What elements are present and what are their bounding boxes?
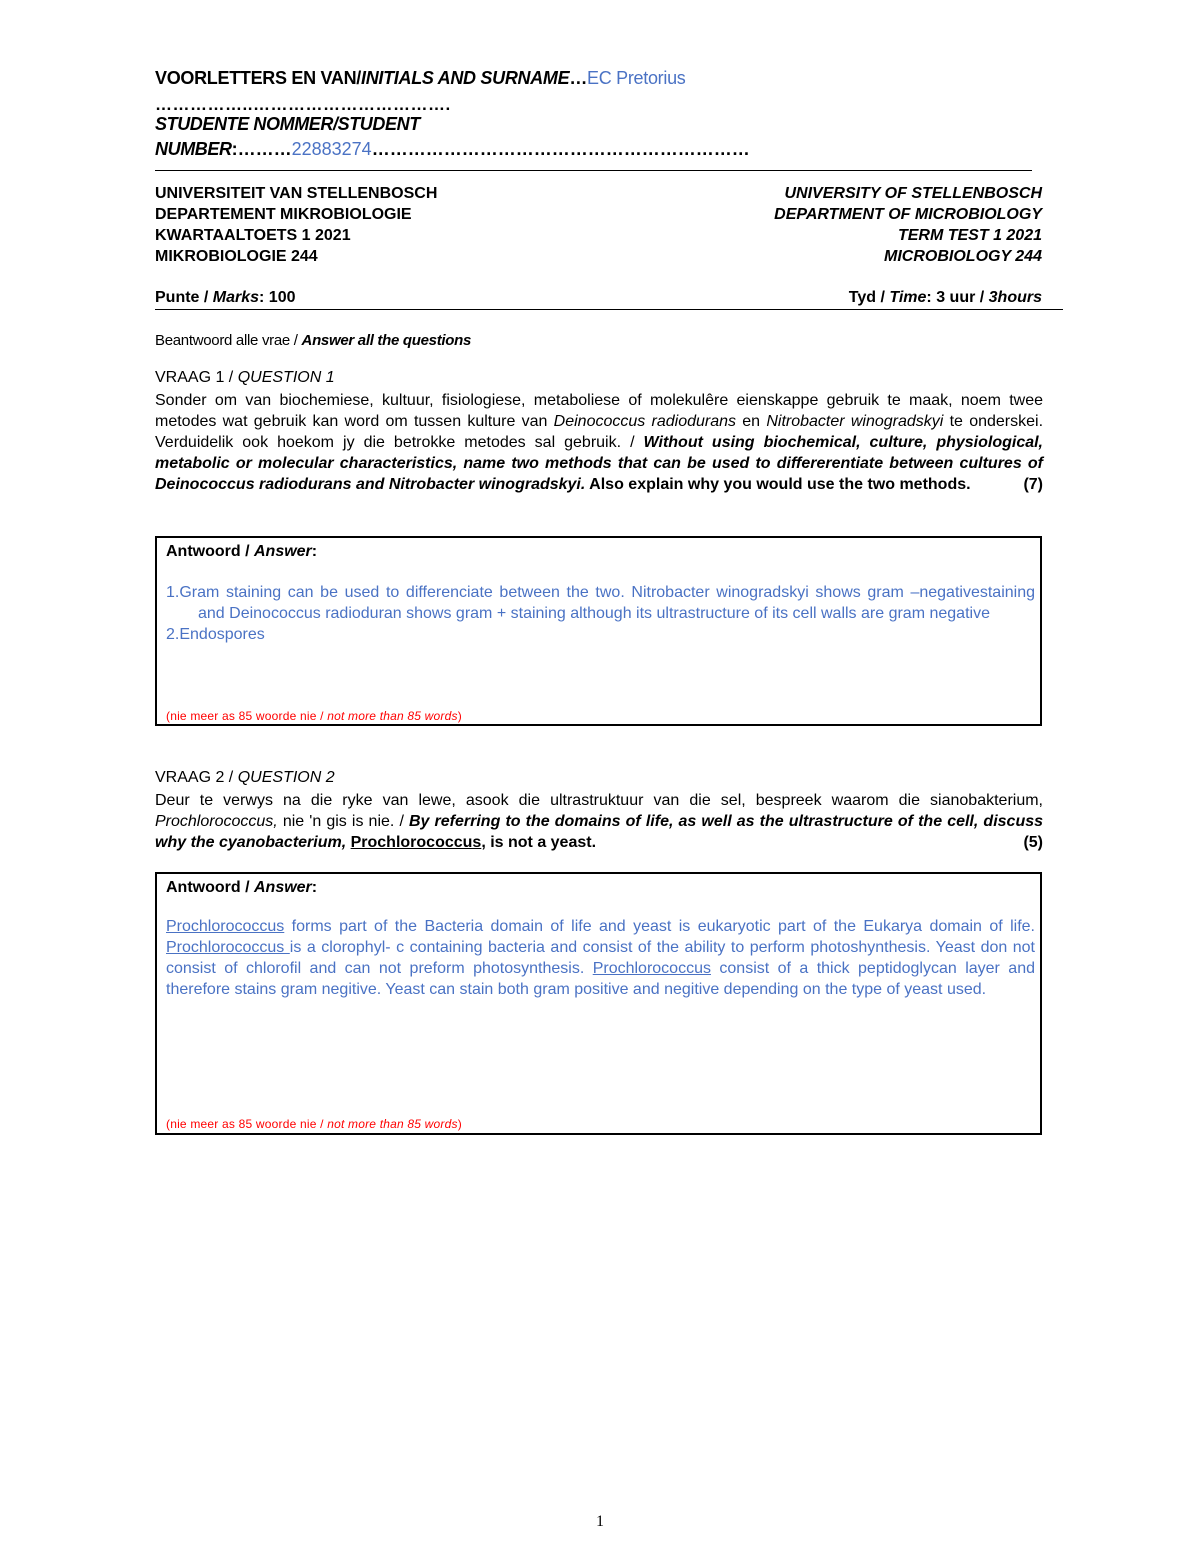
answer-2-part: Prochlorococcus [166, 939, 290, 956]
note-af: (nie meer as 85 woorde nie / [166, 1117, 328, 1131]
student-label-en: STUDENT [337, 114, 420, 134]
name-value[interactable]: EC Pretorius [587, 68, 686, 88]
q2-text-english: , is not a yeast. [481, 834, 597, 851]
answer-box-1[interactable] [155, 536, 1042, 726]
module-left: MIKROBIOLOGIE 244 [155, 248, 318, 265]
q1-text-part: en [736, 413, 767, 430]
department-left: DEPARTEMENT MIKROBIOLOGIE [155, 206, 412, 223]
marks-time-row [155, 289, 1063, 310]
student-number-line [155, 139, 750, 160]
note-en: not more than 85 words [327, 709, 458, 723]
q2-title-en: QUESTION 2 [237, 769, 335, 786]
q1-text-english: Without using biochemical, culture, physiological, metabolic or molecular characteristics, name two methods that can be used to differerentiate between cultures of Deinococcus radiodurans and Nitrobacter winogradskyi. [155, 434, 1044, 493]
instruction [155, 332, 471, 349]
question-1-text [155, 390, 1043, 495]
answer-1-text[interactable] [166, 582, 1035, 645]
q2-marks: (5) [1023, 834, 1043, 851]
answer-label-af: Antwoord / [166, 879, 254, 896]
dotted-line: ……………..……………………………. [155, 95, 451, 114]
student-dots-post: ……………………………………………………… [371, 139, 750, 159]
answer-label-en: Answer [253, 879, 312, 896]
student-dots-pre: :……… [231, 139, 292, 159]
time-value-en: 3hours [988, 289, 1042, 306]
marks-label [155, 289, 296, 307]
note-close: ) [457, 1117, 462, 1131]
answer-label-colon: : [311, 543, 318, 560]
student-label-number: NUMBER [155, 139, 232, 159]
q2-title-af: VRAAG 2 / [155, 769, 238, 786]
institution-left: UNIVERSITEIT VAN STELLENBOSCH [155, 185, 438, 202]
name-label-af: VOORLETTERS EN VAN/ [155, 68, 361, 88]
answer-2-part: Prochlorococcus [592, 960, 711, 977]
time-value: : 3 uur / [926, 289, 989, 306]
q2-text-part: Prochlorococcus, [155, 813, 278, 830]
test-right: TERM TEST 1 2021 [897, 227, 1042, 244]
answer-label-colon: : [311, 879, 318, 896]
name-dots: … [569, 68, 588, 88]
student-number-value[interactable]: 22883274 [291, 139, 372, 159]
q1-text-english: Also explain why you would use the two methods. [585, 476, 971, 493]
institution-right: UNIVERSITY OF STELLENBOSCH [784, 185, 1042, 202]
q1-text-part: Sonder om van biochemiese, kultuur, fisiologiese, metaboliese of molekulêre eienskappe gebruik te maak, noem twee metodes wat gebruik kan word om tussen kulture van [155, 392, 1043, 430]
marks-value: : 100 [259, 289, 296, 306]
answer-1-item: 2.Endospores [166, 626, 265, 643]
module-right: MICROBIOLOGY 244 [884, 248, 1042, 265]
q1-text-part: Deinococcus radiodurans [553, 413, 737, 430]
time-en: Time [889, 289, 927, 306]
answer-label-1 [166, 543, 317, 561]
note-close: ) [457, 709, 462, 723]
word-limit-note-2 [166, 1117, 462, 1131]
answer-2-part: Prochlorococcus [166, 918, 285, 935]
marks-af: Punte / [155, 289, 213, 306]
note-en: not more than 85 words [327, 1117, 458, 1131]
time-label [849, 289, 1042, 307]
time-af: Tyd / [848, 289, 890, 306]
note-af: (nie meer as 85 woorde nie / [166, 709, 328, 723]
header-divider [155, 170, 1032, 171]
answer-box-2[interactable] [155, 872, 1042, 1135]
q2-text-part: Deur te verwys na die ryke van lewe, asook die ultrastruktuur van die sel, bespreek waarom die sianobakterium, [155, 792, 1043, 809]
answer-label-en: Answer [253, 543, 312, 560]
word-limit-note-1 [166, 709, 462, 723]
answer-2-text[interactable] [166, 916, 1035, 1000]
question-1-title [155, 369, 335, 387]
name-label-en: INITIALS AND SURNAME [361, 68, 570, 88]
question-2-text [155, 790, 1043, 853]
answer-label-af: Antwoord / [166, 543, 254, 560]
marks-en: Marks [212, 289, 260, 306]
student-label-line1 [155, 114, 420, 135]
student-label-af: STUDENTE NOMMER/ [155, 114, 338, 134]
question-2-title [155, 769, 335, 787]
test-left: KWARTAALTOETS 1 2021 [155, 227, 351, 244]
answer-2-part: forms part of the Bacteria domain of life and yeast is eukaryotic part of the Eukarya domain of life. [284, 918, 1035, 935]
answer-2-part: consist of a thick peptidoglycan layer and therefore stains gram negitive. Yeast can stain both gram positive and negitive depending on the type of yeast used. [166, 960, 1036, 998]
q1-title-en: QUESTION 1 [237, 369, 335, 386]
answer-1-item: 1.Gram staining can be used to differenciate between the two. Nitrobacter winogradskyi shows gram –negativestaining and Deinococcus radioduran shows gram + staining although its ultrastructure of its cell walls are gram negative [166, 584, 1035, 622]
q1-marks: (7) [1023, 476, 1043, 493]
department-right: DEPARTMENT OF MICROBIOLOGY [774, 206, 1042, 223]
q1-title-af: VRAAG 1 / [155, 369, 238, 386]
q2-text-english: By referring to the domains of life, as well as the ultrastructure of the cell, discuss why the cyanobacterium, [155, 813, 1044, 851]
q2-text-english: Prochlorococcus [350, 834, 482, 851]
answer-label-2 [166, 879, 317, 897]
q1-text-part: Nitrobacter winogradskyi [766, 413, 944, 430]
name-line [155, 68, 685, 89]
page-number: 1 [596, 1513, 604, 1530]
instruction-af: Beantwoord alle vrae / [155, 332, 302, 349]
q1-text-part: te onderskei. Verduidelik ook hoekom jy die betrokke metodes sal gebruik. / [155, 413, 1044, 451]
q2-text-part: nie 'n gis is nie. / [277, 813, 409, 830]
instruction-en: Answer all the questions [301, 332, 472, 349]
answer-2-part: is a clorophyl- c containing bacteria and consist of the ability to perform photoshynthesis. Yeast don not consist of chlorofil and can not preform photosynthesis. [166, 939, 1036, 977]
